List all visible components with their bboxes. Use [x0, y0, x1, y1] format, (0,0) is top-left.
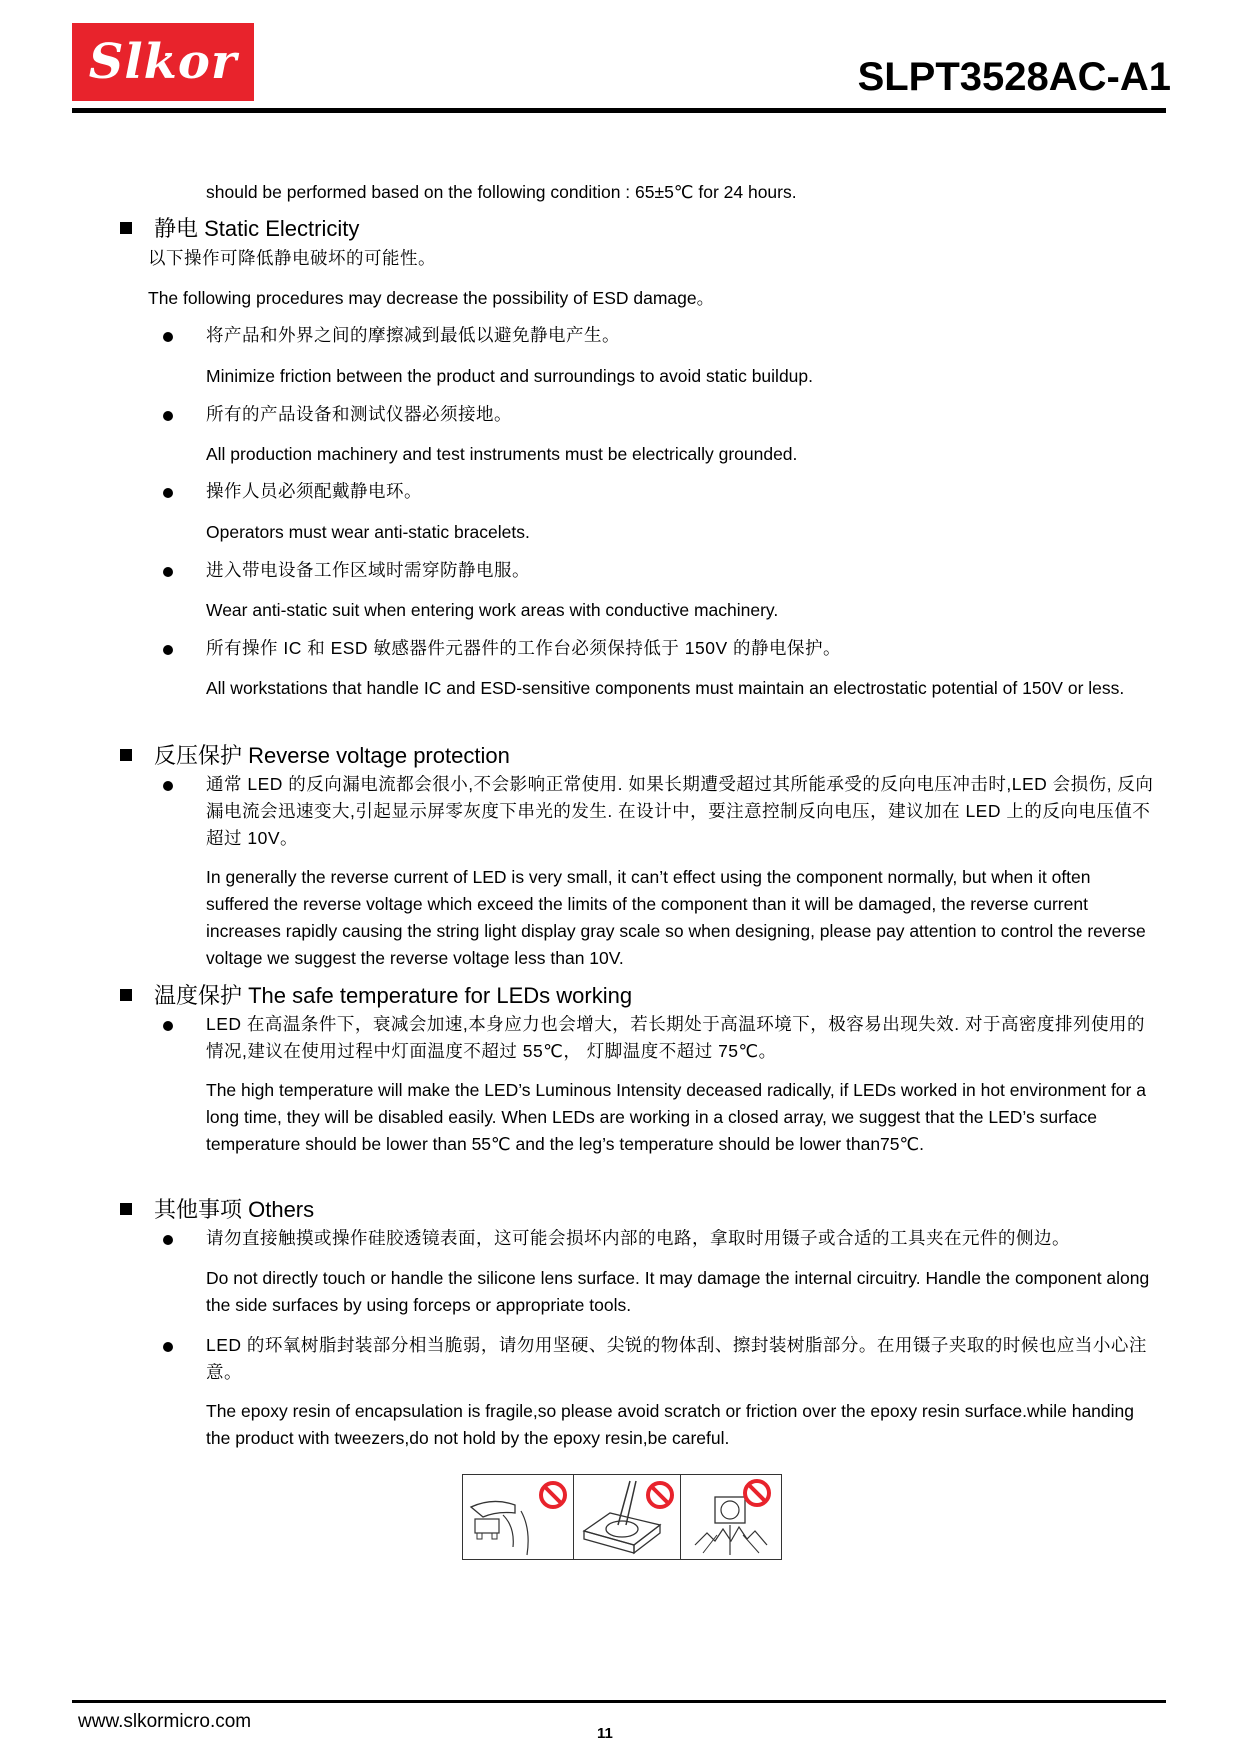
static-item-en: All production machinery and test instruments must be electrically grounded. [206, 444, 798, 464]
handling-prohibition-figure [462, 1474, 782, 1560]
static-item-zh: 将产品和外界之间的摩擦减到最低以避免静电产生。 [206, 325, 620, 345]
finger-touch-icon [463, 1475, 573, 1559]
bullet-icon [163, 781, 173, 791]
static-item-zh: 操作人员必须配戴静电环。 [206, 481, 422, 501]
section-title: 反压保护 Reverse voltage protection [154, 743, 510, 768]
bullet-icon [163, 332, 173, 342]
page-number: 11 [597, 1725, 613, 1742]
static-item-en: Minimize friction between the product and surroundings to avoid static buildup. [206, 366, 814, 386]
bullet-icon [163, 1235, 173, 1245]
temperature-zh: LED 在高温条件下，衰减会加速,本身应力也会增大，若长期处于高温环境下，极容易出现失效. 对于高密度排列使用的情况,建议在使用过程中灯面温度不超过 55℃， 灯脚温度不超过 75℃。 [206, 1014, 1145, 1061]
static-item-zh: 所有操作 IC 和 ESD 敏感器件元器件的工作台必须保持低于 150V 的静电保护。 [206, 638, 842, 658]
section-heading-temperature [120, 982, 632, 1010]
website-link[interactable]: www.slkormicro.com [78, 1711, 252, 1732]
brand-logo [72, 23, 254, 101]
temperature-en: The high temperature will make the LED’s Luminous Intensity deceased radically, if LEDs worked in hot environment for a long time, they will be disabled easily. When LEDs are working in a closed array, we suggest that the LED’s surface temperature should be lower than 55℃ and the leg’s temperature should be lower than75℃. [206, 1080, 1146, 1154]
bullet-icon [163, 645, 173, 655]
bullet-icon [163, 411, 173, 421]
bullet-icon [163, 488, 173, 498]
intro-text: should be performed based on the following condition : 65±5℃ for 24 hours. [206, 182, 797, 202]
static-desc-en: The following procedures may decrease the possibility of ESD damage。 [148, 288, 715, 308]
square-bullet-icon [120, 989, 132, 1001]
brand-logo-text: Slkor [88, 34, 238, 90]
section-title: 温度保护 The safe temperature for LEDs working [154, 983, 633, 1008]
section-title: 静电 Static Electricity [154, 216, 360, 241]
section-heading-others [120, 1196, 314, 1224]
no-tweezers-on-lens-panel [574, 1475, 681, 1559]
static-item-en: Operators must wear anti-static bracelets. [206, 522, 530, 542]
others-item-en: The epoxy resin of encapsulation is fragile,so please avoid scratch or friction over the epoxy resin surface.while handing the product with tweezers,do not hold by the epoxy resin,be careful. [206, 1401, 1135, 1448]
others-item-en: Do not directly touch or handle the silicone lens surface. It may damage the internal circuitry. Handle the component along the side surfaces by using forceps or appropriate tools. [206, 1268, 1150, 1315]
static-item-zh: 进入带电设备工作区域时需穿防静电服。 [206, 560, 530, 580]
section-heading-reverse [120, 742, 510, 770]
bullet-icon [163, 1021, 173, 1031]
no-finger-touch-panel [463, 1475, 574, 1559]
others-item-zh: LED 的环氧树脂封装部分相当脆弱，请勿用坚硬、尖锐的物体刮、擦封装树脂部分。在用镊子夹取的时候也应当小心注意。 [206, 1335, 1147, 1382]
static-desc-zh: 以下操作可降低静电破坏的可能性。 [148, 248, 436, 268]
section-title: 其他事项 Others [154, 1197, 315, 1222]
bullet-icon [163, 1342, 173, 1352]
part-number: SLPT3528AC-A1 [857, 55, 1171, 99]
reverse-zh: 通常 LED 的反向漏电流都会很小,不会影响正常使用. 如果长期遭受超过其所能承受的反向电压冲击时,LED 会损伤, 反向漏电流会迅速变大,引起显示屏零灰度下串光的发生. 在设计中，要注意控制反向电压，建议加在 LED 上的反向电压值不超过 10V。 [206, 774, 1154, 848]
static-item-en: All workstations that handle IC and ESD-sensitive components must maintain an electrostatic potential of 150V or less. [206, 678, 1125, 698]
footer-divider [72, 1700, 1166, 1703]
static-item-zh: 所有的产品设备和测试仪器必须接地。 [206, 404, 512, 424]
crush-impact-icon [681, 1475, 781, 1559]
bullet-icon [163, 567, 173, 577]
reverse-en: In generally the reverse current of LED is very small, it can’t effect using the component normally, but when it often suffered the reverse voltage which exceed the limits of the component than it will be damaged, the reverse current increases rapidly causing the string light display gray scale so when designing, please pay attention to control the reverse voltage we suggest the reverse voltage less than 10V. [206, 867, 1146, 968]
tweezers-icon [574, 1475, 680, 1559]
static-item-en: Wear anti-static suit when entering work areas with conductive machinery. [206, 600, 779, 620]
no-impact-panel [681, 1475, 781, 1559]
square-bullet-icon [120, 1203, 132, 1215]
header-divider [72, 108, 1166, 113]
section-heading-static [120, 215, 359, 243]
square-bullet-icon [120, 222, 132, 234]
square-bullet-icon [120, 749, 132, 761]
others-item-zh: 请勿直接触摸或操作硅胶透镜表面，这可能会损坏内部的电路，拿取时用镊子或合适的工具夹在元件的侧边。 [206, 1228, 1070, 1248]
